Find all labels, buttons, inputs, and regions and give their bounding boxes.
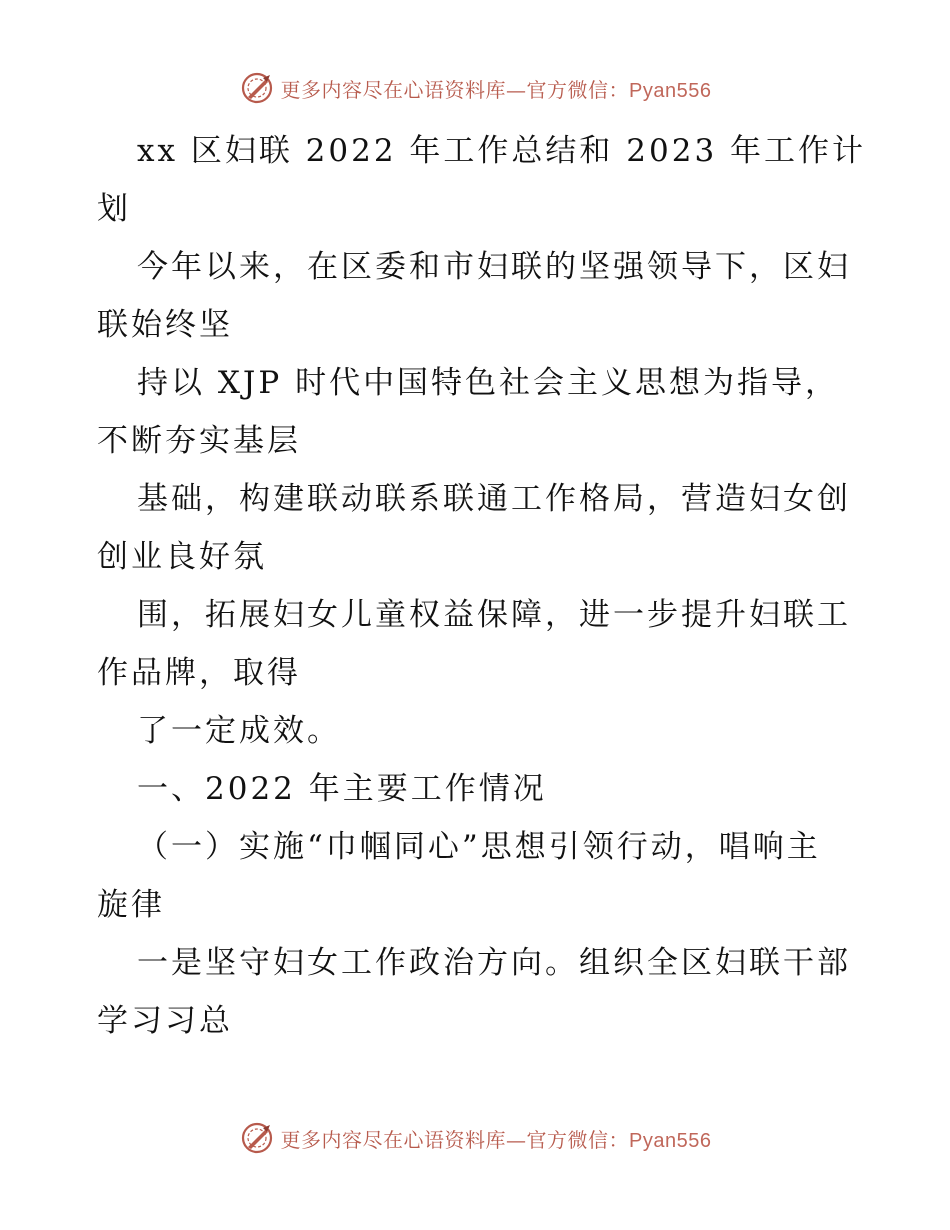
text-line: 不断夯实基层 (97, 423, 301, 459)
text-line: 今年以来，在区委和市妇联的坚强领导下，区妇 (137, 249, 851, 285)
text-line: xx 区妇联 2022 年工作总结和 2023 年工作计 (137, 133, 867, 169)
text-line: （一）实施“巾帼同心”思想引领行动，唱响主 (137, 829, 821, 865)
quill-logo-icon (239, 70, 275, 106)
text-line: 作品牌，取得 (97, 655, 301, 691)
text-line: 基础，构建联动联系联通工作格局，营造妇女创 (137, 481, 851, 517)
watermark-separator: — (506, 1127, 527, 1152)
text-line: 旋律 (97, 887, 165, 923)
header-watermark (0, 70, 950, 106)
quill-logo-icon (239, 1120, 275, 1156)
footer-watermark (0, 1120, 950, 1156)
text-line: 联始终坚 (97, 307, 233, 343)
text-line: 持以 XJP 时代中国特色社会主义思想为指导， (137, 365, 840, 401)
text-line: 学习习总 (97, 1003, 233, 1039)
document-body (97, 122, 867, 1050)
watermark-separator: — (506, 77, 527, 102)
watermark-wechat-handle: Pyan556 (629, 1129, 712, 1152)
watermark-main-text: 更多内容尽在心语资料库 (280, 77, 507, 102)
text-line: 了一定成效。 (137, 713, 341, 749)
text-line: 划 (97, 191, 131, 227)
text-line: 创业良好氛 (97, 539, 267, 575)
text-line: 围，拓展妇女儿童权益保障，进一步提升妇联工 (137, 597, 851, 633)
watermark-main-text: 更多内容尽在心语资料库 (280, 1127, 507, 1152)
watermark-wechat-label: 官方微信： (526, 77, 630, 102)
text-line: 一是坚守妇女工作政治方向。组织全区妇联干部 (137, 945, 851, 981)
watermark-wechat-label: 官方微信： (526, 1127, 630, 1152)
watermark-wechat-handle: Pyan556 (629, 79, 712, 102)
text-line: 一、2022 年主要工作情况 (137, 771, 547, 807)
